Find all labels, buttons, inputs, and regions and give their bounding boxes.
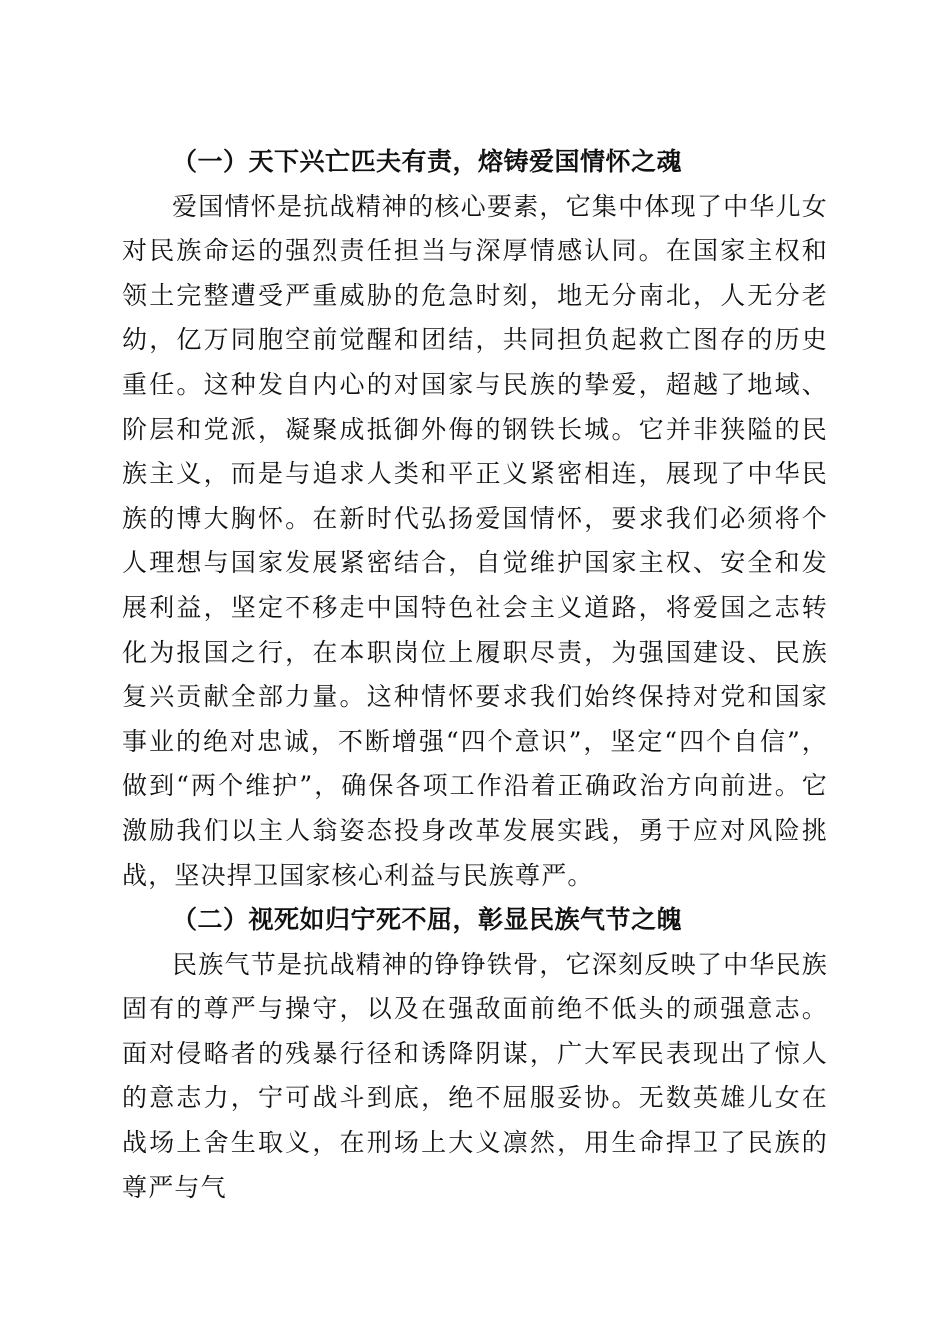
- section-1-paragraph: 爱国情怀是抗战精神的核心要素，它集中体现了中华儿女对民族命运的强烈责任担当与深厚情感认同。在国家主权和领土完整遭受严重威胁的危急时刻，地无分南北，人无分老幼，亿万同胞空前觉醒和团结，共同担负起救亡图存的历史重任。这种发自内心的对国家与民族的挚爱，超越了地域、阶层和党派，凝聚成抵御外侮的钢铁长城。它并非狭隘的民族主义，而是与追求人类和平正义紧密相连，展现了中华民族的博大胸怀。在新时代弘扬爱国情怀，要求我们必须将个人理想与国家发展紧密结合，自觉维护国家主权、安全和发展利益，坚定不移走中国特色社会主义道路，将爱国之志转化为报国之行，在本职岗位上履职尽责，为强国建设、民族复兴贡献全部力量。这种情怀要求我们始终保持对党和国家事业的绝对忠诚，不断增强“四个意识”，坚定“四个自信”，做到“两个维护”，确保各项工作沿着正确政治方向前进。它激励我们以主人翁姿态投身改革发展实践，勇于应对风险挑战，坚决捍卫国家核心利益与民族尊严。: [122, 191, 828, 890]
- section-1-heading: （一）天下兴亡匹夫有责，熔铸爱国情怀之魂: [172, 147, 683, 176]
- section-2-heading: （二）视死如归宁死不屈，彰显民族气节之魄: [172, 905, 683, 935]
- section-2-paragraph: 民族气节是抗战精神的铮铮铁骨，它深刻反映了中华民族固有的尊严与操守，以及在强敌面前绝不低头的顽强意志。面对侵略者的残暴行径和诱降阴谋，广大军民表现出了惊人的意志力，宁可战斗到底，绝不屈服妥协。无数英雄儿女在战场上舍生取义，在刑场上大义凛然，用生命捍卫了民族的尊严与气: [122, 949, 828, 1202]
- document-body: [122, 140, 828, 1210]
